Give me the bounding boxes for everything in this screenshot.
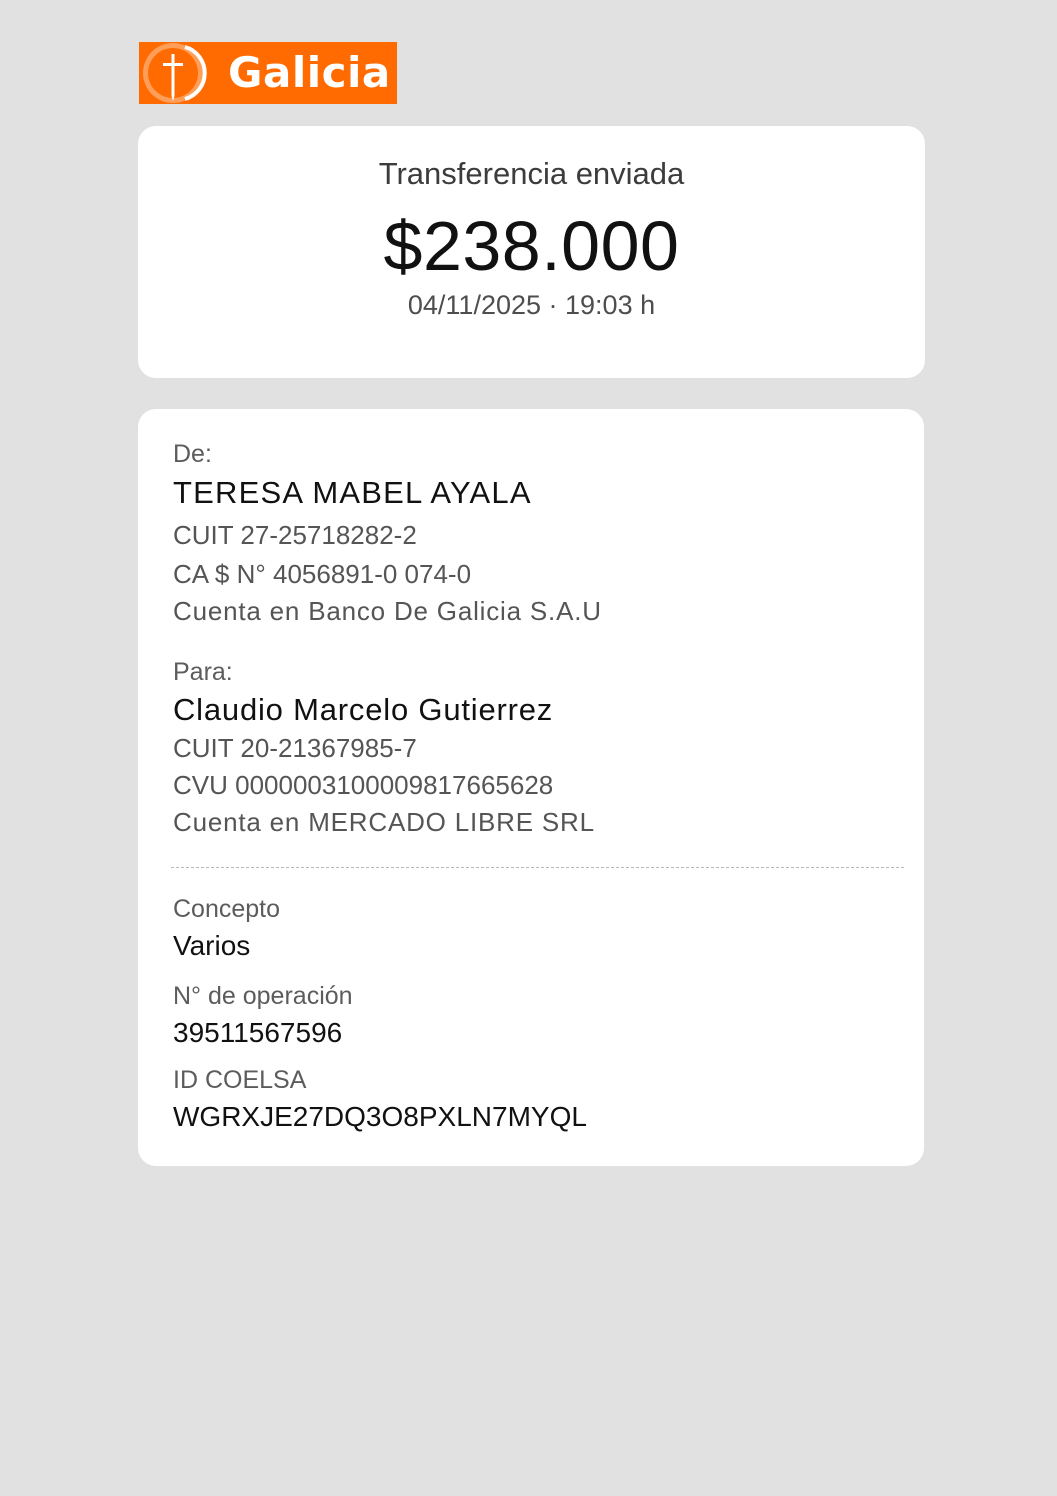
sender-account: CA $ N° 4056891-0 074-0 (173, 559, 472, 589)
transfer-summary-card (138, 126, 925, 378)
coelsa-id: WGRXJE27DQ3O8PXLN7MYQL (173, 1101, 587, 1132)
transfer-amount: $238.000 (383, 207, 680, 285)
operation-label: N° de operación (173, 982, 353, 1010)
recipient-bank: Cuenta en MERCADO LIBRE SRL (173, 807, 595, 837)
recipient-cuit: CUIT 20-21367985-7 (173, 733, 417, 763)
recipient-name: Claudio Marcelo Gutierrez (173, 692, 554, 727)
transfer-datetime: 04/11/2025 · 19:03 h (407, 290, 656, 320)
sender-cuit: CUIT 27-25718282-2 (173, 520, 417, 550)
to-label: Para: (173, 658, 233, 686)
concept-value: Varios (173, 930, 251, 961)
transfer-status-title: Transferencia enviada (378, 156, 685, 191)
brand-name: Galicia (228, 48, 391, 97)
section-divider (171, 867, 904, 868)
transfer-details-card (138, 409, 924, 1166)
concept-label: Concepto (173, 895, 281, 923)
sender-name: TERESA MABEL AYALA (173, 475, 532, 510)
operation-number: 39511567596 (173, 1017, 343, 1048)
from-label: De: (173, 440, 212, 468)
recipient-cvu: CVU 0000003100009817665628 (173, 770, 554, 800)
galicia-cross-logo-icon (139, 42, 221, 104)
galicia-logo (139, 42, 397, 104)
sender-bank: Cuenta en Banco De Galicia S.A.U (173, 596, 602, 626)
coelsa-label: ID COELSA (173, 1066, 307, 1094)
